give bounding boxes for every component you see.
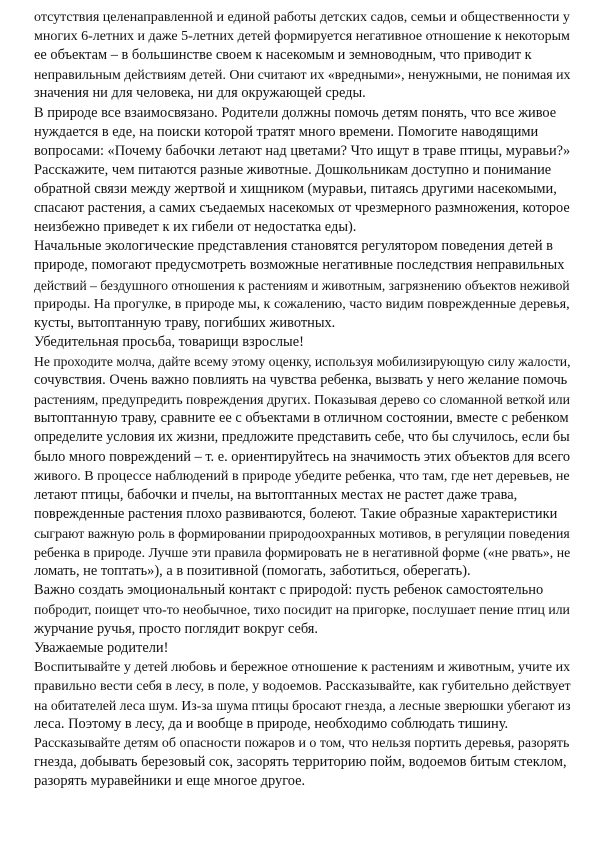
text-line: кусты, вытоптанную траву, погибших животных. <box>34 314 336 331</box>
text-line: на обитателей леса шум. Из-за шума птицы бросают гнезда, а лесные зверюшки убегают из <box>34 697 571 713</box>
text-line: ее объектам – в большинстве своем к насекомым и земноводным, что приводит к <box>34 47 532 64</box>
text-line: журчание ручья, просто поглядит вокруг себя. <box>34 620 319 637</box>
text-line: разорять муравейники и еще многое другое. <box>34 773 306 790</box>
text-line: действий – бездушного отношения к растениям и животным, загрязнению объектов неживой <box>34 277 570 293</box>
text-line: растениям, предупредить повреждения других. Показывая дерево со сломанной веткой или <box>34 392 571 408</box>
document-text <box>34 8 570 791</box>
text-line: природе, помогают предусмотреть возможные негативные последствия неправильных <box>34 257 565 274</box>
text-line: Расскажите, чем питаются разные животные. Дошкольникам доступно и понимание <box>34 161 552 178</box>
text-line: отсутствия целенаправленной и единой работы детских садов, семьи и общественности у <box>34 10 570 25</box>
text-line: побродит, поищет что-то необычное, тихо посидит на пригорке, послушает пение птиц или <box>34 602 570 618</box>
text-line: определите условия их жизни, предложите представить себе, что бы случилось, если бы <box>34 429 570 446</box>
text-line: В природе все взаимосвязано. Родители должны помочь детям понять, что все живое <box>34 104 557 121</box>
text-line: Важно создать эмоциональный контакт с природой: пусть ребенок самостоятельно <box>34 582 544 599</box>
text-line: ломать, не топтать»), а в позитивной (помогать, заботиться, оберегать). <box>34 563 471 580</box>
text-line: Рассказывайте детям об опасности пожаров и о том, что нельзя портить деревья, разорять <box>34 736 570 752</box>
text-line: многих 6-летних и даже 5-летних детей формируется негативное отношение к некоторым <box>34 29 570 45</box>
text-line: обратной связи между жертвой и хищником (муравьи, питаясь другими насекомыми, <box>34 180 557 197</box>
text-line: ребенка в природе. Лучше эти правила формировать не в негативной форме («не рвать», не <box>34 545 571 561</box>
text-line: сыграют важную роль в формировании природоохранных мотивов, в регуляции поведения <box>34 525 570 541</box>
text-line: вопросами: «Почему бабочки летают над цветами? Что ищут в траве птицы, муравьи?» <box>34 142 571 159</box>
text-line: Воспитывайте у детей любовь и бережное отношение к растениям и животным, учите их <box>34 658 571 675</box>
text-line: живого. В процессе наблюдений в природе убедите ребенка, что там, где нет деревьев, не <box>34 467 570 484</box>
text-line: правильно вести себя в лесу, в поле, у водоемов. Рассказывайте, как губительно действует <box>34 678 571 694</box>
text-line: спасают растения, а самих съедаемых насекомых от чрезмерного размножения, которое <box>34 200 570 217</box>
text-line: Начальные экологические представления становятся регулятором поведения детей в <box>34 238 553 255</box>
text-line: Уважаемые родители! <box>34 639 169 656</box>
text-line: неизбежно приведет к их гибели от недостатка еды). <box>34 219 357 236</box>
text-line: природы. На прогулке, в природе мы, к сожалению, часто видим поврежденные деревья, <box>34 295 570 312</box>
text-line: Не проходите молча, дайте всему этому оценку, используя мобилизирующую силу жалости, <box>34 353 571 369</box>
text-line: вытоптанную траву, сравните ее с объектами в отличном состоянии, вместе с ребенком <box>34 410 569 427</box>
text-line: нуждается в еде, на поиски которой тратят много времени. Помогите наводящими <box>34 123 539 140</box>
text-line: было много повреждений – т. е. ориентируйтесь на значимость этих объектов для всего <box>34 448 571 465</box>
text-line: летают птицы, бабочки и пчелы, на вытоптанных местах не растет даже трава, <box>34 486 518 503</box>
text-line: леса. Поэтому в лесу, да и вообще в природе, необходимо соблюдать тишину. <box>34 716 509 733</box>
text-line: сочувствия. Очень важно повлиять на чувства ребенка, вызвать у него желание помочь <box>34 372 568 389</box>
text-line: гнезда, добывать березовый сок, засорять территорию пойм, водоемов битым стеклом, <box>34 754 567 771</box>
text-line: значения ни для человека, ни для окружающей среды. <box>34 85 366 102</box>
text-line: Убедительная просьба, товарищи взрослые! <box>34 333 304 350</box>
text-line: неправильным действиям детей. Они считают их «вредными», ненужными, не понимая их <box>34 67 571 83</box>
text-line: поврежденные растения плохо развиваются, болеют. Такие образные характеристики <box>34 505 558 522</box>
